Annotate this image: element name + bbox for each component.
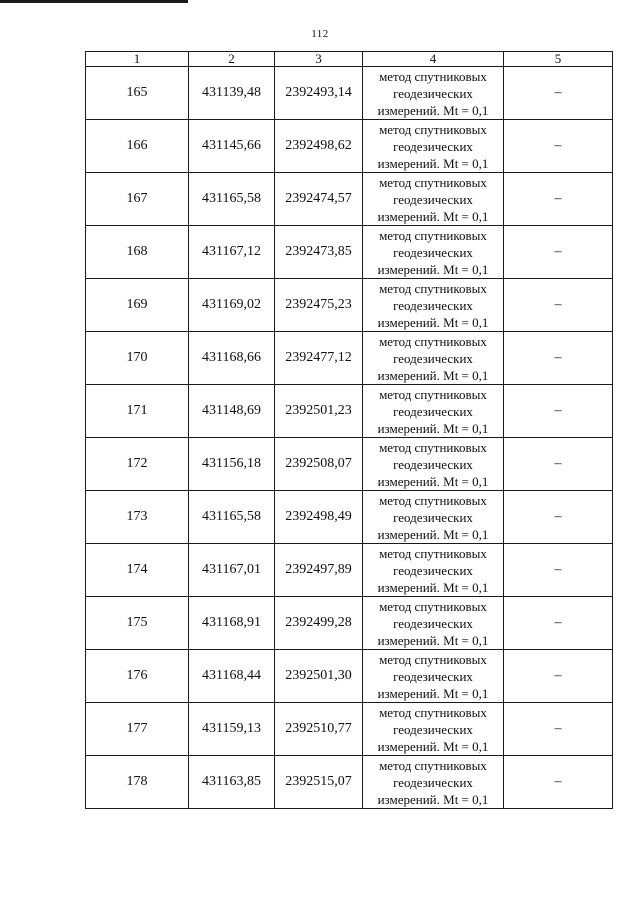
column-header-2: 2 xyxy=(189,52,275,67)
method-cell xyxy=(363,67,504,120)
table-row xyxy=(86,650,613,703)
table-row xyxy=(86,491,613,544)
column-5-cell: – xyxy=(504,544,613,597)
point-number-cell: 178 xyxy=(86,756,189,809)
table-row xyxy=(86,703,613,756)
method-line: метод спутниковых xyxy=(379,492,487,508)
method-line: геодезических xyxy=(393,668,473,684)
point-number-cell: 167 xyxy=(86,173,189,226)
method-line: геодезических xyxy=(393,509,473,525)
method-cell xyxy=(363,703,504,756)
table-row xyxy=(86,226,613,279)
method-line: измерений. Mt = 0,1 xyxy=(377,208,489,224)
method-line: измерений. Mt = 0,1 xyxy=(377,526,489,542)
method-line: измерений. Mt = 0,1 xyxy=(377,632,489,648)
y-coordinate-cell: 2392473,85 xyxy=(275,226,363,279)
method-line: измерений. Mt = 0,1 xyxy=(377,102,489,118)
x-coordinate-cell: 431145,66 xyxy=(189,120,275,173)
method-line: геодезических xyxy=(393,615,473,631)
y-coordinate-cell: 2392508,07 xyxy=(275,438,363,491)
method-line: геодезических xyxy=(393,297,473,313)
column-header-4: 4 xyxy=(363,52,504,67)
table-row xyxy=(86,438,613,491)
table-header xyxy=(86,52,613,67)
method-line: метод спутниковых xyxy=(379,280,487,296)
table-row xyxy=(86,332,613,385)
column-header-3: 3 xyxy=(275,52,363,67)
method-line: измерений. Mt = 0,1 xyxy=(377,579,489,595)
method-line: геодезических xyxy=(393,403,473,419)
column-5-cell: – xyxy=(504,226,613,279)
method-line: метод спутниковых xyxy=(379,651,487,667)
method-line: измерений. Mt = 0,1 xyxy=(377,738,489,754)
x-coordinate-cell: 431165,58 xyxy=(189,491,275,544)
point-number-cell: 169 xyxy=(86,279,189,332)
point-number-cell: 174 xyxy=(86,544,189,597)
table-row xyxy=(86,279,613,332)
x-coordinate-cell: 431159,13 xyxy=(189,703,275,756)
y-coordinate-cell: 2392477,12 xyxy=(275,332,363,385)
table-body xyxy=(86,67,613,809)
column-5-cell: – xyxy=(504,120,613,173)
y-coordinate-cell: 2392475,23 xyxy=(275,279,363,332)
column-header-5: 5 xyxy=(504,52,613,67)
method-cell xyxy=(363,650,504,703)
method-cell xyxy=(363,438,504,491)
x-coordinate-cell: 431169,02 xyxy=(189,279,275,332)
method-line: метод спутниковых xyxy=(379,704,487,720)
method-line: метод спутниковых xyxy=(379,439,487,455)
scan-edge-line xyxy=(0,0,188,3)
method-line: геодезических xyxy=(393,350,473,366)
method-line: геодезических xyxy=(393,85,473,101)
method-cell xyxy=(363,226,504,279)
y-coordinate-cell: 2392501,23 xyxy=(275,385,363,438)
point-number-cell: 166 xyxy=(86,120,189,173)
method-cell xyxy=(363,279,504,332)
column-5-cell: – xyxy=(504,332,613,385)
method-line: метод спутниковых xyxy=(379,121,487,137)
table-row xyxy=(86,173,613,226)
method-cell xyxy=(363,120,504,173)
table-row xyxy=(86,756,613,809)
y-coordinate-cell: 2392498,49 xyxy=(275,491,363,544)
point-number-cell: 171 xyxy=(86,385,189,438)
column-5-cell: – xyxy=(504,173,613,226)
method-line: геодезических xyxy=(393,721,473,737)
method-cell xyxy=(363,544,504,597)
x-coordinate-cell: 431167,12 xyxy=(189,226,275,279)
point-number-cell: 165 xyxy=(86,67,189,120)
method-cell xyxy=(363,597,504,650)
y-coordinate-cell: 2392501,30 xyxy=(275,650,363,703)
y-coordinate-cell: 2392493,14 xyxy=(275,67,363,120)
method-cell xyxy=(363,385,504,438)
coordinates-table xyxy=(85,51,613,809)
method-line: измерений. Mt = 0,1 xyxy=(377,314,489,330)
column-5-cell: – xyxy=(504,438,613,491)
method-line: метод спутниковых xyxy=(379,386,487,402)
method-line: метод спутниковых xyxy=(379,757,487,773)
x-coordinate-cell: 431168,44 xyxy=(189,650,275,703)
column-5-cell: – xyxy=(504,279,613,332)
method-cell xyxy=(363,491,504,544)
y-coordinate-cell: 2392510,77 xyxy=(275,703,363,756)
column-5-cell: – xyxy=(504,597,613,650)
table-row xyxy=(86,120,613,173)
column-5-cell: – xyxy=(504,703,613,756)
method-line: метод спутниковых xyxy=(379,227,487,243)
point-number-cell: 176 xyxy=(86,650,189,703)
x-coordinate-cell: 431156,18 xyxy=(189,438,275,491)
x-coordinate-cell: 431168,66 xyxy=(189,332,275,385)
x-coordinate-cell: 431139,48 xyxy=(189,67,275,120)
point-number-cell: 175 xyxy=(86,597,189,650)
method-line: метод спутниковых xyxy=(379,333,487,349)
table-row xyxy=(86,67,613,120)
y-coordinate-cell: 2392497,89 xyxy=(275,544,363,597)
column-5-cell: – xyxy=(504,385,613,438)
method-cell xyxy=(363,173,504,226)
column-5-cell: – xyxy=(504,650,613,703)
x-coordinate-cell: 431167,01 xyxy=(189,544,275,597)
point-number-cell: 177 xyxy=(86,703,189,756)
point-number-cell: 170 xyxy=(86,332,189,385)
method-line: геодезических xyxy=(393,191,473,207)
method-line: геодезических xyxy=(393,562,473,578)
column-5-cell: – xyxy=(504,491,613,544)
point-number-cell: 172 xyxy=(86,438,189,491)
method-line: измерений. Mt = 0,1 xyxy=(377,685,489,701)
x-coordinate-cell: 431163,85 xyxy=(189,756,275,809)
table-row xyxy=(86,597,613,650)
method-line: геодезических xyxy=(393,244,473,260)
y-coordinate-cell: 2392474,57 xyxy=(275,173,363,226)
y-coordinate-cell: 2392515,07 xyxy=(275,756,363,809)
x-coordinate-cell: 431168,91 xyxy=(189,597,275,650)
y-coordinate-cell: 2392499,28 xyxy=(275,597,363,650)
method-line: метод спутниковых xyxy=(379,174,487,190)
method-line: измерений. Mt = 0,1 xyxy=(377,420,489,436)
column-5-cell: – xyxy=(504,67,613,120)
method-line: метод спутниковых xyxy=(379,68,487,84)
method-line: измерений. Mt = 0,1 xyxy=(377,367,489,383)
method-line: измерений. Mt = 0,1 xyxy=(377,473,489,489)
method-cell xyxy=(363,332,504,385)
header-row xyxy=(86,52,613,67)
method-line: геодезических xyxy=(393,138,473,154)
y-coordinate-cell: 2392498,62 xyxy=(275,120,363,173)
column-header-1: 1 xyxy=(86,52,189,67)
table-row xyxy=(86,544,613,597)
column-5-cell: – xyxy=(504,756,613,809)
method-line: измерений. Mt = 0,1 xyxy=(377,261,489,277)
x-coordinate-cell: 431165,58 xyxy=(189,173,275,226)
table-row xyxy=(86,385,613,438)
method-line: геодезических xyxy=(393,774,473,790)
method-line: метод спутниковых xyxy=(379,598,487,614)
point-number-cell: 168 xyxy=(86,226,189,279)
method-line: измерений. Mt = 0,1 xyxy=(377,155,489,171)
method-line: измерений. Mt = 0,1 xyxy=(377,791,489,807)
method-line: метод спутниковых xyxy=(379,545,487,561)
page-number: 112 xyxy=(311,28,329,40)
method-cell xyxy=(363,756,504,809)
method-line: геодезических xyxy=(393,456,473,472)
point-number-cell: 173 xyxy=(86,491,189,544)
x-coordinate-cell: 431148,69 xyxy=(189,385,275,438)
